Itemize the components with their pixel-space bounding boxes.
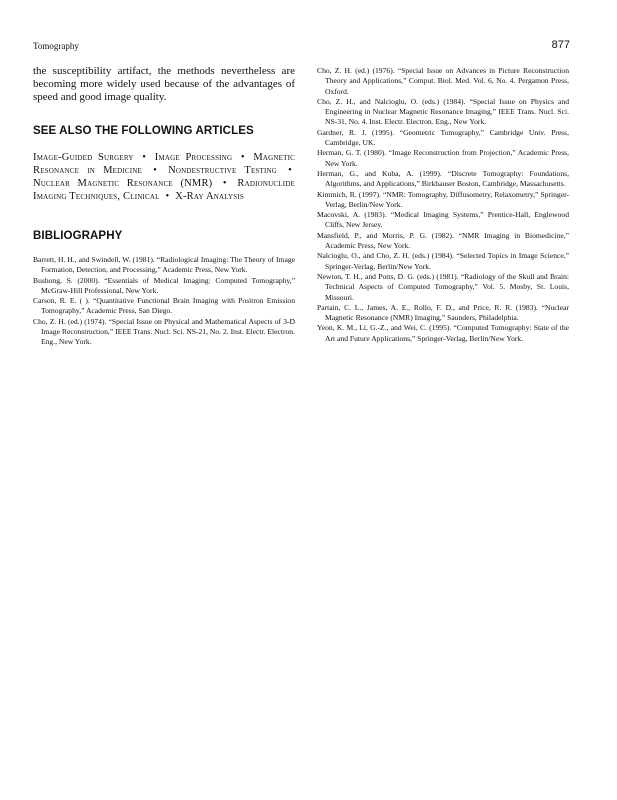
reference-item: Barrett, H. H., and Swindell, W. (1981). “Radiological Imaging: The Theory of Image Formation, Detection, and Processing,” Academic Press, New York.: [33, 255, 295, 275]
see-also-article[interactable]: Radionuclide Imaging Techniques, Clinical: [33, 178, 295, 202]
bullet-separator: •: [153, 165, 158, 176]
bullet-separator: •: [288, 165, 293, 176]
reference-item: Macovski, A. (1983). “Medical Imaging Systems,” Prentice-Hall, Englewood Cliffs, New Jersey.: [317, 210, 569, 230]
bullet-separator: •: [165, 191, 170, 202]
see-also-list: [33, 151, 295, 203]
bullet-separator: •: [222, 178, 227, 189]
see-also-article[interactable]: Image-Guided Surgery: [33, 152, 134, 163]
right-column: [317, 66, 569, 344]
see-also-article[interactable]: Image Processing: [154, 152, 233, 163]
reference-item: Kimmich, R. (1997). “NMR: Tomography, Diffusometry, Relaxometry,” Springer-Verlag, Berlin/New York.: [317, 189, 569, 209]
see-also-article[interactable]: Nuclear Magnetic Resonance (NMR): [33, 178, 213, 189]
see-also-heading: SEE ALSO THE FOLLOWING ARTICLES: [33, 125, 254, 137]
reference-item: Partain, C. L., James, A. E., Rollo, F. D., and Price, R. R. (1983). “Nuclear Magnetic Resonance (NMR) Imaging,” Saunders, Philadelphia.: [317, 302, 569, 323]
reference-item: Herman, G. T. (1980). “Image Reconstruction from Projection,” Academic Press, New York.: [317, 148, 569, 168]
reference-item: Yeon, K. M., Li, G.-Z., and Wei, C. (1995). “Computed Tomography: State of the Art and Future Applications,” Springer-Verlag, Berlin/New York.: [317, 323, 569, 343]
see-also-article[interactable]: X-Ray Analysis: [175, 191, 245, 202]
reference-item: Mansfield, P., and Morris, P. G. (1982). “NMR Imaging in Biomedicine,” Academic Press, New York.: [317, 230, 569, 251]
bibliography-list-left: [33, 255, 295, 348]
reference-item: Newton, T. H., and Potts, D. G. (eds.) (1981). “Radiology of the Skull and Brain: Technical Aspects of Computed Tomography,” Vol. 5. Mosby, St. Louis, Missouri.: [317, 271, 569, 302]
reference-item: Cho, Z. H. (ed.) (1974). “Special Issue on Physical and Mathematical Aspects of 3-D Image Reconstruction,” IEEE Trans. Nucl. Sci. NS-21, No. 2. Inst. Electr. Electron. Eng., New York.: [33, 316, 295, 347]
intro-paragraph: the susceptibility artifact, the methods nevertheless are becoming more widely used because of the advantages of speed and good image quality.: [33, 65, 295, 103]
page-number: 877: [551, 39, 570, 51]
see-also-article[interactable]: Magnetic Resonance in Medicine: [33, 152, 296, 176]
reference-item: Cho, Z. H. (ed.) (1976). “Special Issue on Advances in Picture Reconstruction Theory and Applications,” Comput. Biol. Med. Vol. 6, No. 4. Pergamon Press, Oxford.: [317, 66, 569, 96]
reference-item: Carson, R. E. ( ). “Quantitative Functional Brain Imaging with Positron Emission Tomography,” Academic Press, San Diego.: [33, 296, 295, 316]
left-column: [33, 65, 295, 348]
bullet-separator: •: [142, 152, 147, 163]
bibliography-heading: BIBLIOGRAPHY: [33, 230, 123, 242]
reference-item: Gardner, R. J. (1995). “Geometric Tomography,” Cambridge Univ. Press, Cambridge, UK.: [317, 127, 569, 148]
bibliography-list-right: [317, 66, 569, 344]
reference-item: Nalcioglu, O., and Cho, Z. H. (eds.) (1984). “Selected Topics in Image Science,” Springer-Verlag, Berlin/New York.: [317, 251, 569, 271]
see-also-article[interactable]: Nondestructive Testing: [168, 165, 278, 176]
running-title: Tomography: [33, 41, 79, 51]
reference-item: Herman, G., and Kuba, A. (1999). “Discrete Tomography: Foundations, Algorithms, and Applications,” Birkhauser Boston, Cambridge, Massachusetts.: [317, 168, 569, 189]
bullet-separator: •: [240, 152, 245, 163]
reference-item: Bushong, S. (2000). “Essentials of Medical Imaging: Computed Tomography,” McGraw-Hill Professional, New York.: [33, 275, 295, 295]
reference-item: Cho, Z. H., and Nalcioglu, O. (eds.) (1984). “Special Issue on Physics and Engineering in Nuclear Magnetic Resonance Imaging,” IEEE Trans. Nucl. Sci. NS-31, No. 4. Inst. Electr. Electron. Eng., New York.: [317, 96, 569, 127]
